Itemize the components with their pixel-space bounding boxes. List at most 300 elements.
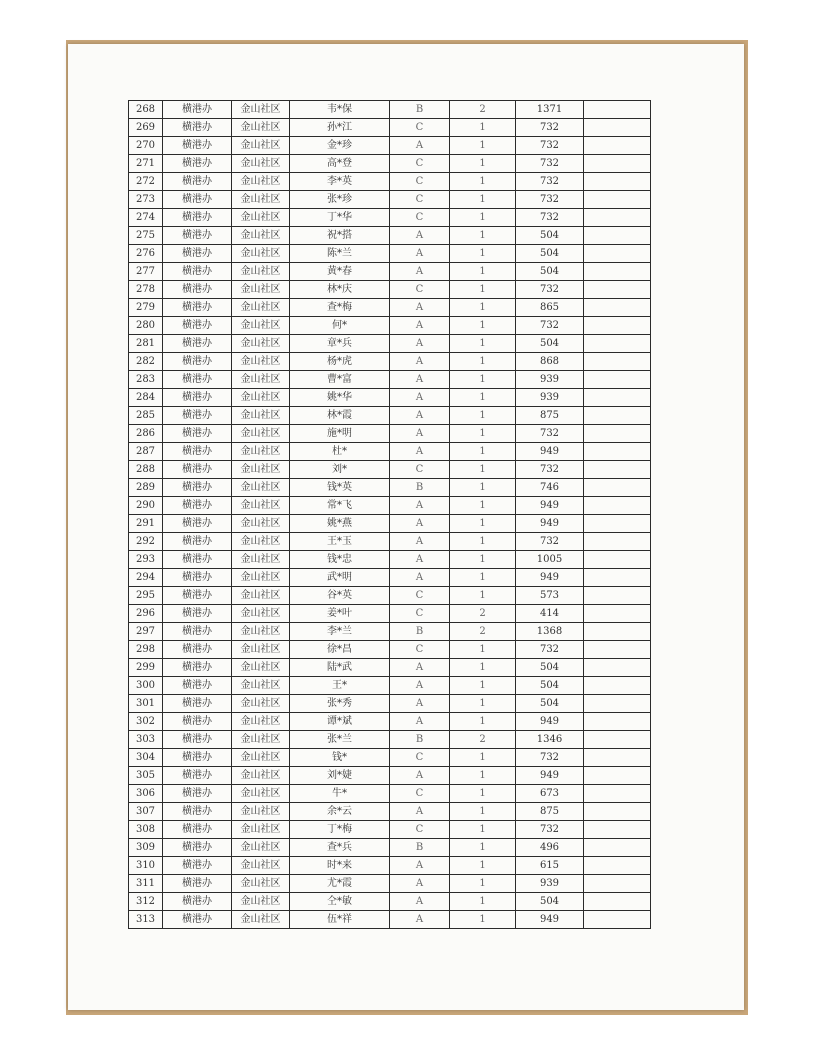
office-cell: 横港办 bbox=[163, 245, 232, 263]
category-cell: A bbox=[390, 515, 450, 533]
amount-cell: 414 bbox=[516, 605, 584, 623]
category-cell: A bbox=[390, 875, 450, 893]
remark-cell bbox=[584, 785, 651, 803]
community-cell: 金山社区 bbox=[232, 605, 290, 623]
remark-cell bbox=[584, 713, 651, 731]
row-number-cell: 277 bbox=[129, 263, 163, 281]
category-cell: C bbox=[390, 785, 450, 803]
category-cell: C bbox=[390, 605, 450, 623]
count-cell: 1 bbox=[450, 353, 516, 371]
category-cell: C bbox=[390, 749, 450, 767]
row-number-cell: 303 bbox=[129, 731, 163, 749]
amount-cell: 504 bbox=[516, 695, 584, 713]
count-cell: 2 bbox=[450, 605, 516, 623]
community-cell: 金山社区 bbox=[232, 749, 290, 767]
name-cell: 李*英 bbox=[290, 173, 390, 191]
name-cell: 丁*梅 bbox=[290, 821, 390, 839]
category-cell: A bbox=[390, 227, 450, 245]
community-cell: 金山社区 bbox=[232, 335, 290, 353]
table-row bbox=[129, 371, 651, 389]
amount-cell: 732 bbox=[516, 155, 584, 173]
remark-cell bbox=[584, 335, 651, 353]
remark-cell bbox=[584, 263, 651, 281]
count-cell: 1 bbox=[450, 155, 516, 173]
remark-cell bbox=[584, 749, 651, 767]
name-cell: 林*霞 bbox=[290, 407, 390, 425]
community-cell: 金山社区 bbox=[232, 353, 290, 371]
name-cell: 陆*武 bbox=[290, 659, 390, 677]
table-row bbox=[129, 731, 651, 749]
name-cell: 徐*昌 bbox=[290, 641, 390, 659]
community-cell: 金山社区 bbox=[232, 191, 290, 209]
category-cell: C bbox=[390, 155, 450, 173]
remark-cell bbox=[584, 497, 651, 515]
office-cell: 横港办 bbox=[163, 479, 232, 497]
community-cell: 金山社区 bbox=[232, 317, 290, 335]
table-row bbox=[129, 839, 651, 857]
row-number-cell: 275 bbox=[129, 227, 163, 245]
office-cell: 横港办 bbox=[163, 605, 232, 623]
community-cell: 金山社区 bbox=[232, 785, 290, 803]
name-cell: 黄*春 bbox=[290, 263, 390, 281]
amount-cell: 1005 bbox=[516, 551, 584, 569]
table-row bbox=[129, 749, 651, 767]
office-cell: 横港办 bbox=[163, 407, 232, 425]
remark-cell bbox=[584, 551, 651, 569]
count-cell: 1 bbox=[450, 875, 516, 893]
row-number-cell: 299 bbox=[129, 659, 163, 677]
count-cell: 1 bbox=[450, 857, 516, 875]
office-cell: 横港办 bbox=[163, 389, 232, 407]
category-cell: B bbox=[390, 839, 450, 857]
office-cell: 横港办 bbox=[163, 713, 232, 731]
table-row bbox=[129, 461, 651, 479]
category-cell: C bbox=[390, 119, 450, 137]
category-cell: B bbox=[390, 623, 450, 641]
amount-cell: 949 bbox=[516, 767, 584, 785]
count-cell: 1 bbox=[450, 569, 516, 587]
category-cell: A bbox=[390, 137, 450, 155]
category-cell: A bbox=[390, 551, 450, 569]
category-cell: A bbox=[390, 371, 450, 389]
table-row bbox=[129, 551, 651, 569]
count-cell: 1 bbox=[450, 299, 516, 317]
community-cell: 金山社区 bbox=[232, 893, 290, 911]
amount-cell: 504 bbox=[516, 335, 584, 353]
office-cell: 横港办 bbox=[163, 551, 232, 569]
amount-cell: 732 bbox=[516, 749, 584, 767]
amount-cell: 504 bbox=[516, 677, 584, 695]
office-cell: 横港办 bbox=[163, 695, 232, 713]
count-cell: 1 bbox=[450, 515, 516, 533]
office-cell: 横港办 bbox=[163, 875, 232, 893]
table-row bbox=[129, 587, 651, 605]
amount-cell: 732 bbox=[516, 317, 584, 335]
table-row bbox=[129, 263, 651, 281]
community-cell: 金山社区 bbox=[232, 659, 290, 677]
remark-cell bbox=[584, 281, 651, 299]
name-cell: 何* bbox=[290, 317, 390, 335]
table-row bbox=[129, 569, 651, 587]
amount-cell: 868 bbox=[516, 353, 584, 371]
amount-cell: 732 bbox=[516, 461, 584, 479]
count-cell: 1 bbox=[450, 173, 516, 191]
table-row bbox=[129, 281, 651, 299]
row-number-cell: 281 bbox=[129, 335, 163, 353]
amount-cell: 865 bbox=[516, 299, 584, 317]
amount-cell: 746 bbox=[516, 479, 584, 497]
name-cell: 姜*叶 bbox=[290, 605, 390, 623]
community-cell: 金山社区 bbox=[232, 857, 290, 875]
remark-cell bbox=[584, 623, 651, 641]
name-cell: 查*兵 bbox=[290, 839, 390, 857]
count-cell: 1 bbox=[450, 659, 516, 677]
office-cell: 横港办 bbox=[163, 767, 232, 785]
category-cell: A bbox=[390, 569, 450, 587]
community-cell: 金山社区 bbox=[232, 911, 290, 929]
category-cell: A bbox=[390, 857, 450, 875]
name-cell: 施*明 bbox=[290, 425, 390, 443]
community-cell: 金山社区 bbox=[232, 695, 290, 713]
count-cell: 1 bbox=[450, 371, 516, 389]
community-cell: 金山社区 bbox=[232, 623, 290, 641]
table-row bbox=[129, 389, 651, 407]
amount-cell: 504 bbox=[516, 245, 584, 263]
table-row bbox=[129, 407, 651, 425]
amount-cell: 504 bbox=[516, 893, 584, 911]
remark-cell bbox=[584, 821, 651, 839]
community-cell: 金山社区 bbox=[232, 731, 290, 749]
name-cell: 谷*英 bbox=[290, 587, 390, 605]
category-cell: A bbox=[390, 803, 450, 821]
amount-cell: 615 bbox=[516, 857, 584, 875]
remark-cell bbox=[584, 893, 651, 911]
row-number-cell: 295 bbox=[129, 587, 163, 605]
table-row bbox=[129, 677, 651, 695]
category-cell: C bbox=[390, 191, 450, 209]
row-number-cell: 288 bbox=[129, 461, 163, 479]
table-row bbox=[129, 533, 651, 551]
community-cell: 金山社区 bbox=[232, 443, 290, 461]
name-cell: 尤*霞 bbox=[290, 875, 390, 893]
name-cell: 王*玉 bbox=[290, 533, 390, 551]
community-cell: 金山社区 bbox=[232, 407, 290, 425]
category-cell: A bbox=[390, 443, 450, 461]
remark-cell bbox=[584, 389, 651, 407]
category-cell: A bbox=[390, 767, 450, 785]
office-cell: 横港办 bbox=[163, 119, 232, 137]
category-cell: A bbox=[390, 245, 450, 263]
remark-cell bbox=[584, 353, 651, 371]
row-number-cell: 279 bbox=[129, 299, 163, 317]
name-cell: 武*明 bbox=[290, 569, 390, 587]
table-row bbox=[129, 497, 651, 515]
community-cell: 金山社区 bbox=[232, 569, 290, 587]
remark-cell bbox=[584, 371, 651, 389]
office-cell: 横港办 bbox=[163, 515, 232, 533]
remark-cell bbox=[584, 119, 651, 137]
row-number-cell: 305 bbox=[129, 767, 163, 785]
remark-cell bbox=[584, 425, 651, 443]
row-number-cell: 307 bbox=[129, 803, 163, 821]
amount-cell: 1368 bbox=[516, 623, 584, 641]
remark-cell bbox=[584, 659, 651, 677]
row-number-cell: 290 bbox=[129, 497, 163, 515]
amount-cell: 949 bbox=[516, 443, 584, 461]
remark-cell bbox=[584, 317, 651, 335]
row-number-cell: 273 bbox=[129, 191, 163, 209]
community-cell: 金山社区 bbox=[232, 155, 290, 173]
name-cell: 张*珍 bbox=[290, 191, 390, 209]
amount-cell: 939 bbox=[516, 389, 584, 407]
office-cell: 横港办 bbox=[163, 191, 232, 209]
category-cell: C bbox=[390, 209, 450, 227]
count-cell: 1 bbox=[450, 407, 516, 425]
name-cell: 祝*搭 bbox=[290, 227, 390, 245]
count-cell: 1 bbox=[450, 461, 516, 479]
office-cell: 横港办 bbox=[163, 353, 232, 371]
name-cell: 余*云 bbox=[290, 803, 390, 821]
remark-cell bbox=[584, 191, 651, 209]
remark-cell bbox=[584, 407, 651, 425]
office-cell: 横港办 bbox=[163, 893, 232, 911]
count-cell: 1 bbox=[450, 839, 516, 857]
amount-cell: 949 bbox=[516, 515, 584, 533]
name-cell: 钱* bbox=[290, 749, 390, 767]
table-row bbox=[129, 875, 651, 893]
table-row bbox=[129, 785, 651, 803]
name-cell: 伍*祥 bbox=[290, 911, 390, 929]
count-cell: 1 bbox=[450, 911, 516, 929]
name-cell: 刘*婕 bbox=[290, 767, 390, 785]
remark-cell bbox=[584, 299, 651, 317]
count-cell: 1 bbox=[450, 263, 516, 281]
row-number-cell: 311 bbox=[129, 875, 163, 893]
table-row bbox=[129, 713, 651, 731]
office-cell: 横港办 bbox=[163, 425, 232, 443]
category-cell: B bbox=[390, 101, 450, 119]
name-cell: 韦*保 bbox=[290, 101, 390, 119]
row-number-cell: 298 bbox=[129, 641, 163, 659]
office-cell: 横港办 bbox=[163, 209, 232, 227]
table-container bbox=[128, 100, 651, 929]
community-cell: 金山社区 bbox=[232, 245, 290, 263]
row-number-cell: 309 bbox=[129, 839, 163, 857]
row-number-cell: 308 bbox=[129, 821, 163, 839]
table-row bbox=[129, 893, 651, 911]
count-cell: 1 bbox=[450, 227, 516, 245]
table-row bbox=[129, 209, 651, 227]
office-cell: 横港办 bbox=[163, 857, 232, 875]
remark-cell bbox=[584, 479, 651, 497]
office-cell: 横港办 bbox=[163, 569, 232, 587]
office-cell: 横港办 bbox=[163, 137, 232, 155]
count-cell: 1 bbox=[450, 695, 516, 713]
name-cell: 牛* bbox=[290, 785, 390, 803]
table-row bbox=[129, 119, 651, 137]
table-row bbox=[129, 659, 651, 677]
remark-cell bbox=[584, 911, 651, 929]
category-cell: A bbox=[390, 659, 450, 677]
name-cell: 钱*英 bbox=[290, 479, 390, 497]
amount-cell: 875 bbox=[516, 407, 584, 425]
row-number-cell: 287 bbox=[129, 443, 163, 461]
name-cell: 查*梅 bbox=[290, 299, 390, 317]
remark-cell bbox=[584, 461, 651, 479]
name-cell: 张*秀 bbox=[290, 695, 390, 713]
count-cell: 1 bbox=[450, 893, 516, 911]
row-number-cell: 272 bbox=[129, 173, 163, 191]
table-row bbox=[129, 191, 651, 209]
name-cell: 高*登 bbox=[290, 155, 390, 173]
name-cell: 章*兵 bbox=[290, 335, 390, 353]
count-cell: 1 bbox=[450, 785, 516, 803]
remark-cell bbox=[584, 245, 651, 263]
row-number-cell: 274 bbox=[129, 209, 163, 227]
community-cell: 金山社区 bbox=[232, 119, 290, 137]
count-cell: 1 bbox=[450, 245, 516, 263]
name-cell: 金*珍 bbox=[290, 137, 390, 155]
category-cell: B bbox=[390, 479, 450, 497]
category-cell: B bbox=[390, 731, 450, 749]
row-number-cell: 292 bbox=[129, 533, 163, 551]
row-number-cell: 304 bbox=[129, 749, 163, 767]
table-row bbox=[129, 173, 651, 191]
row-number-cell: 282 bbox=[129, 353, 163, 371]
amount-cell: 732 bbox=[516, 821, 584, 839]
name-cell: 谭*斌 bbox=[290, 713, 390, 731]
count-cell: 1 bbox=[450, 191, 516, 209]
office-cell: 横港办 bbox=[163, 317, 232, 335]
row-number-cell: 280 bbox=[129, 317, 163, 335]
amount-cell: 949 bbox=[516, 569, 584, 587]
community-cell: 金山社区 bbox=[232, 803, 290, 821]
category-cell: C bbox=[390, 281, 450, 299]
row-number-cell: 284 bbox=[129, 389, 163, 407]
row-number-cell: 289 bbox=[129, 479, 163, 497]
count-cell: 1 bbox=[450, 281, 516, 299]
row-number-cell: 276 bbox=[129, 245, 163, 263]
name-cell: 刘* bbox=[290, 461, 390, 479]
office-cell: 横港办 bbox=[163, 299, 232, 317]
community-cell: 金山社区 bbox=[232, 425, 290, 443]
community-cell: 金山社区 bbox=[232, 137, 290, 155]
row-number-cell: 302 bbox=[129, 713, 163, 731]
name-cell: 林*庆 bbox=[290, 281, 390, 299]
category-cell: C bbox=[390, 641, 450, 659]
name-cell: 王* bbox=[290, 677, 390, 695]
office-cell: 横港办 bbox=[163, 101, 232, 119]
community-cell: 金山社区 bbox=[232, 767, 290, 785]
count-cell: 1 bbox=[450, 335, 516, 353]
row-number-cell: 285 bbox=[129, 407, 163, 425]
remark-cell bbox=[584, 731, 651, 749]
category-cell: A bbox=[390, 533, 450, 551]
data-table bbox=[128, 100, 651, 929]
community-cell: 金山社区 bbox=[232, 587, 290, 605]
table-row bbox=[129, 605, 651, 623]
category-cell: A bbox=[390, 353, 450, 371]
count-cell: 1 bbox=[450, 587, 516, 605]
count-cell: 2 bbox=[450, 623, 516, 641]
count-cell: 1 bbox=[450, 389, 516, 407]
name-cell: 李*兰 bbox=[290, 623, 390, 641]
table-row bbox=[129, 767, 651, 785]
name-cell: 钱*忠 bbox=[290, 551, 390, 569]
table-row bbox=[129, 515, 651, 533]
amount-cell: 504 bbox=[516, 227, 584, 245]
office-cell: 横港办 bbox=[163, 677, 232, 695]
remark-cell bbox=[584, 137, 651, 155]
row-number-cell: 286 bbox=[129, 425, 163, 443]
category-cell: A bbox=[390, 407, 450, 425]
table-row bbox=[129, 155, 651, 173]
table-row bbox=[129, 137, 651, 155]
name-cell: 丁*华 bbox=[290, 209, 390, 227]
amount-cell: 673 bbox=[516, 785, 584, 803]
remark-cell bbox=[584, 875, 651, 893]
office-cell: 横港办 bbox=[163, 371, 232, 389]
row-number-cell: 312 bbox=[129, 893, 163, 911]
office-cell: 横港办 bbox=[163, 731, 232, 749]
remark-cell bbox=[584, 569, 651, 587]
count-cell: 1 bbox=[450, 317, 516, 335]
row-number-cell: 300 bbox=[129, 677, 163, 695]
row-number-cell: 271 bbox=[129, 155, 163, 173]
office-cell: 横港办 bbox=[163, 281, 232, 299]
community-cell: 金山社区 bbox=[232, 551, 290, 569]
office-cell: 横港办 bbox=[163, 461, 232, 479]
category-cell: A bbox=[390, 299, 450, 317]
amount-cell: 949 bbox=[516, 497, 584, 515]
count-cell: 1 bbox=[450, 749, 516, 767]
amount-cell: 939 bbox=[516, 875, 584, 893]
count-cell: 1 bbox=[450, 803, 516, 821]
community-cell: 金山社区 bbox=[232, 281, 290, 299]
table-row bbox=[129, 299, 651, 317]
count-cell: 1 bbox=[450, 641, 516, 659]
office-cell: 横港办 bbox=[163, 641, 232, 659]
amount-cell: 504 bbox=[516, 263, 584, 281]
table-body bbox=[129, 101, 651, 929]
amount-cell: 1371 bbox=[516, 101, 584, 119]
remark-cell bbox=[584, 209, 651, 227]
count-cell: 1 bbox=[450, 533, 516, 551]
count-cell: 1 bbox=[450, 137, 516, 155]
office-cell: 横港办 bbox=[163, 785, 232, 803]
category-cell: A bbox=[390, 263, 450, 281]
office-cell: 横港办 bbox=[163, 533, 232, 551]
community-cell: 金山社区 bbox=[232, 677, 290, 695]
remark-cell bbox=[584, 443, 651, 461]
amount-cell: 949 bbox=[516, 713, 584, 731]
office-cell: 横港办 bbox=[163, 623, 232, 641]
community-cell: 金山社区 bbox=[232, 461, 290, 479]
name-cell: 仝*敏 bbox=[290, 893, 390, 911]
category-cell: A bbox=[390, 677, 450, 695]
count-cell: 1 bbox=[450, 497, 516, 515]
row-number-cell: 291 bbox=[129, 515, 163, 533]
office-cell: 横港办 bbox=[163, 227, 232, 245]
name-cell: 张*兰 bbox=[290, 731, 390, 749]
count-cell: 1 bbox=[450, 677, 516, 695]
category-cell: C bbox=[390, 587, 450, 605]
row-number-cell: 269 bbox=[129, 119, 163, 137]
remark-cell bbox=[584, 515, 651, 533]
count-cell: 1 bbox=[450, 479, 516, 497]
table-row bbox=[129, 695, 651, 713]
amount-cell: 732 bbox=[516, 281, 584, 299]
